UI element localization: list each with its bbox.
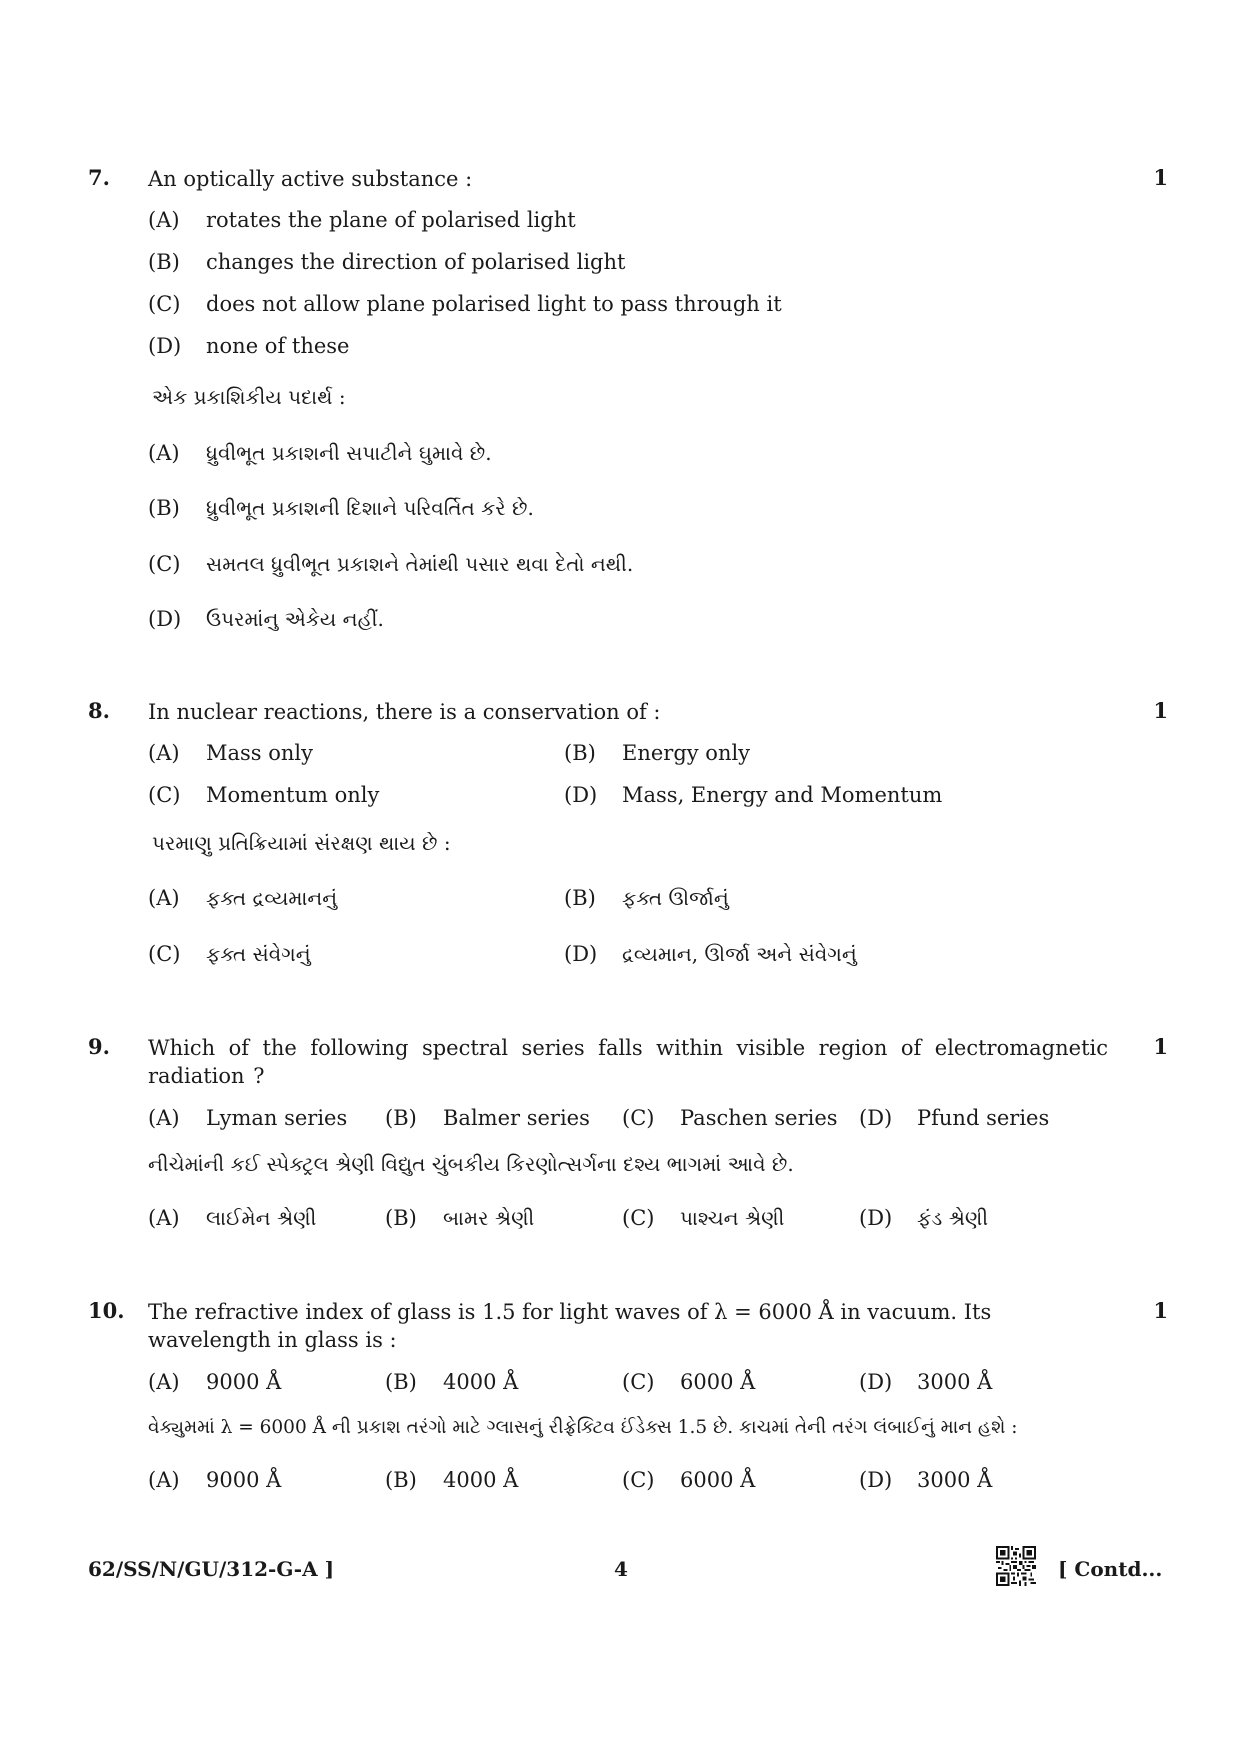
option-text: 9000 Å — [206, 1370, 282, 1394]
question-text-gu: પરમાણુ પ્રતિક્રિયામાં સંરક્ષણ થાય છે : — [152, 831, 451, 855]
option-a-en — [148, 208, 576, 232]
option-d-gu — [859, 1468, 992, 1492]
question-marks: 1 — [1153, 165, 1168, 190]
option-c-en — [148, 292, 782, 316]
option-text: 4000 Å — [443, 1370, 519, 1394]
option-label: (D) — [564, 783, 598, 807]
option-a-gu — [148, 1206, 316, 1230]
option-d-gu — [859, 1206, 988, 1230]
option-d-en — [859, 1370, 992, 1394]
option-d-en — [859, 1106, 1049, 1130]
question-text-gu: નીચેમાંની કઈ સ્પેક્ટ્રલ શ્રેણી વિદ્યુત ચુંબકીય કિરણોત્સર્ગના દશ્ય ભાગમાં આવે છે. — [148, 1152, 794, 1176]
option-text: 3000 Å — [917, 1370, 993, 1394]
option-label: (A) — [148, 1370, 180, 1394]
option-text: ફક્ત દ્રવ્યમાનનું — [206, 886, 338, 910]
option-text: પાશ્ચન શ્રેણી — [680, 1206, 785, 1230]
option-label: (C) — [622, 1468, 655, 1492]
option-label: (A) — [148, 886, 180, 910]
option-text: 3000 Å — [917, 1468, 993, 1492]
option-text: Mass only — [206, 741, 313, 765]
option-b-gu — [564, 886, 729, 910]
option-text: સમતલ ધ્રુવીભૂત પ્રકાશને તેમાંથી પસાર થવા દેતો નથી. — [206, 552, 634, 576]
option-b-gu — [385, 1206, 534, 1230]
option-label: (D) — [859, 1206, 893, 1230]
qr-code-icon — [996, 1546, 1036, 1586]
option-text: Lyman series — [206, 1106, 348, 1130]
option-text: દ્રવ્યમાન, ઊર્જા અને સંવેગનું — [622, 942, 857, 966]
option-a-en — [148, 741, 313, 765]
option-b-en — [385, 1370, 518, 1394]
option-text: Energy only — [622, 741, 751, 765]
option-text: ધ્રુવીભૂત પ્રકાશની દિશાને પરિવર્તિત કરે છે. — [206, 496, 534, 520]
option-text: none of these — [206, 334, 350, 358]
option-label: (C) — [148, 292, 181, 316]
option-label: (A) — [148, 441, 180, 465]
question-number: 9. — [88, 1034, 110, 1059]
option-label: (D) — [564, 942, 598, 966]
option-text: 9000 Å — [206, 1468, 282, 1492]
question-number: 8. — [88, 698, 110, 723]
question-text-en: In nuclear reactions, there is a conservation of : — [148, 700, 661, 724]
option-d-en — [148, 334, 349, 358]
option-c-gu — [622, 1468, 755, 1492]
question-text-en: An optically active substance : — [148, 167, 473, 191]
option-text: 6000 Å — [680, 1370, 756, 1394]
option-b-gu — [385, 1468, 518, 1492]
option-label: (D) — [859, 1370, 893, 1394]
option-text: લાઈમેન શ્રેણી — [206, 1206, 317, 1230]
option-label: (A) — [148, 1206, 180, 1230]
option-label: (C) — [148, 942, 181, 966]
page-number: 4 — [614, 1557, 628, 1581]
option-text: Paschen series — [680, 1106, 838, 1130]
option-text: બામર શ્રેણી — [443, 1206, 535, 1230]
option-text: Momentum only — [206, 783, 380, 807]
option-a-gu — [148, 441, 492, 465]
option-label: (B) — [564, 886, 596, 910]
option-c-gu — [148, 942, 311, 966]
option-d-gu — [564, 942, 857, 966]
option-label: (D) — [859, 1468, 893, 1492]
option-text: Balmer series — [443, 1106, 590, 1130]
option-label: (D) — [148, 607, 182, 631]
question-marks: 1 — [1153, 1034, 1168, 1059]
option-label: (A) — [148, 208, 180, 232]
option-label: (B) — [385, 1206, 417, 1230]
question-number: 7. — [88, 165, 110, 190]
question-text-en: The refractive index of glass is 1.5 for light waves of λ = 6000 Å in vacuum. Its wavelength in glass is : — [148, 1300, 992, 1352]
question-text-en: Which of the following spectral series falls within visible region of electromagnetic radiation ? — [148, 1036, 1108, 1088]
option-text: ફંડ શ્રેણી — [917, 1206, 989, 1230]
option-label: (C) — [148, 552, 181, 576]
option-text: does not allow plane polarised light to pass through it — [206, 292, 782, 316]
option-label: (B) — [148, 250, 180, 274]
option-c-gu — [148, 552, 633, 576]
option-b-en — [385, 1106, 590, 1130]
question-marks: 1 — [1153, 698, 1168, 723]
continued-label: [ Contd... — [1058, 1557, 1163, 1581]
option-label: (C) — [148, 783, 181, 807]
option-label: (B) — [148, 496, 180, 520]
question-number: 10. — [88, 1298, 125, 1323]
option-b-en — [564, 741, 750, 765]
option-label: (B) — [385, 1370, 417, 1394]
option-label: (B) — [385, 1106, 417, 1130]
option-text: ફક્ત સંવેગનું — [206, 942, 311, 966]
option-label: (C) — [622, 1206, 655, 1230]
option-c-en — [148, 783, 379, 807]
option-text: Pfund series — [917, 1106, 1050, 1130]
option-label: (D) — [859, 1106, 893, 1130]
option-a-gu — [148, 886, 337, 910]
option-label: (C) — [622, 1106, 655, 1130]
option-a-en — [148, 1370, 281, 1394]
option-label: (B) — [564, 741, 596, 765]
option-text: 4000 Å — [443, 1468, 519, 1492]
option-c-gu — [622, 1206, 784, 1230]
option-text: ફક્ત ઊર્જાનું — [622, 886, 729, 910]
option-label: (A) — [148, 1106, 180, 1130]
option-d-en — [564, 783, 942, 807]
question-text-gu: એક પ્રકાશિકીય પદાર્થ : — [152, 385, 346, 409]
option-label: (A) — [148, 741, 180, 765]
option-b-gu — [148, 496, 534, 520]
paper-code: 62/SS/N/GU/312-G-A ] — [88, 1557, 335, 1581]
option-text: Mass, Energy and Momentum — [622, 783, 943, 807]
option-d-gu — [148, 607, 384, 631]
option-label: (B) — [385, 1468, 417, 1492]
option-text: ઉપરમાંનુ એકેય નહીં. — [206, 607, 384, 631]
option-label: (D) — [148, 334, 182, 358]
option-c-en — [622, 1370, 755, 1394]
question-marks: 1 — [1153, 1298, 1168, 1323]
option-text: changes the direction of polarised light — [206, 250, 626, 274]
option-text: ધ્રુવીભૂત પ્રકાશની સપાટીને ઘુમાવે છે. — [206, 441, 492, 465]
option-c-en — [622, 1106, 838, 1130]
option-label: (A) — [148, 1468, 180, 1492]
option-label: (C) — [622, 1370, 655, 1394]
question-text-gu: વેક્યુમમાં λ = 6000 Å ની પ્રકાશ તરંગો માટે ગ્લાસનું રીફ્રેક્ટિવ ઈંડેક્સ 1.5 છે. કાચમાં તેની તરંગ લંબાઈનું માન હશે : — [148, 1417, 1018, 1438]
option-text: rotates the plane of polarised light — [206, 208, 576, 232]
option-a-en — [148, 1106, 347, 1130]
option-a-gu — [148, 1468, 281, 1492]
option-text: 6000 Å — [680, 1468, 756, 1492]
option-b-en — [148, 250, 625, 274]
